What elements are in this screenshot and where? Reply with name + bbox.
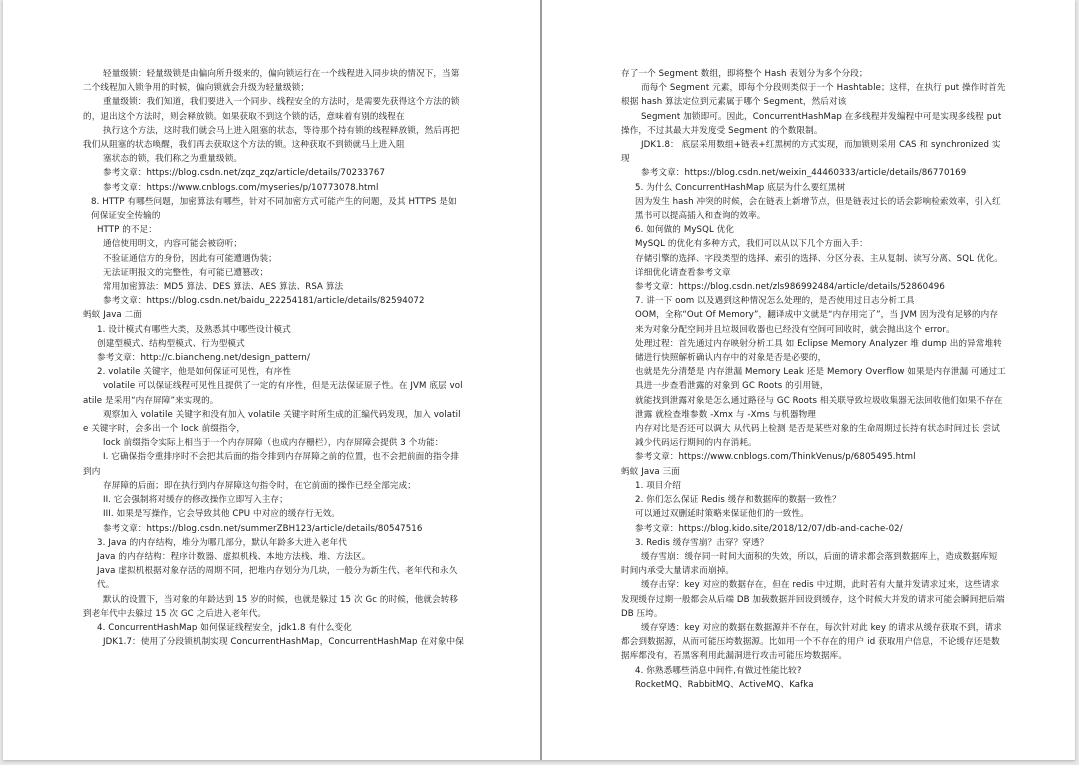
text-paragraph: HTTP 的不足： [97,225,157,236]
text-paragraph: Java 虚拟机根据对象存活的周期不同，把堆内存划分为几块，一般分为新生代、老年代和永久代。 [97,566,458,591]
text-paragraph: 塞状态的锁，我们称之为重量级锁。 [103,154,243,165]
text-paragraph: 创建型模式、结构型模式、行为型模式 [97,338,245,349]
text-paragraph: 因为发生 hash 冲突的时候，会在链表上新增节点，但是链表过长的话会影响检索效率，引入红黑书可以提高插入和查询的效率。 [635,196,1001,222]
text-paragraph: 7. 讲一下 oom 以及遇到这种情况怎么处理的，是否使用过日志分析工具 [635,296,915,307]
text-paragraph: 缓存击穿：key 对应的数据存在，但在 redis 中过期，此时若有大量并发请求过来，这些请求发现缓存过期一般都会从后端 DB 加载数据并回设到缓存，这个时候大并发的请求可能会瞬间把后端 DB 压垮。 [621,580,1005,619]
text-paragraph: II. 它会强制将对缓存的修改操作立即写入主存； [103,495,288,506]
text-paragraph: 参考文章：https://blog.csdn.net/summerZBH123/article/details/80547516 [103,523,423,534]
text-paragraph: 参考文章：http://c.biancheng.net/design_pattern/ [97,353,310,364]
text-paragraph: 4. ConcurrentHashMap 如何保证线程安全，jdk1.8 有什么变化 [97,622,352,633]
text-paragraph: 可以通过双删延时策略来保证他们的一致性。 [635,509,809,520]
text-paragraph: 参考文章：https://blog.csdn.net/weixin_44460333/article/details/86770169 [641,168,967,179]
text-paragraph: 1. 项目介绍 [635,480,682,491]
text-paragraph: 参考文章：https://blog.csdn.net/baidu_22254181/article/details/82594072 [103,296,425,307]
text-paragraph: 缓存穿透：key 对应的数据在数据源并不存在，每次针对此 key 的请求从缓存获取不到，请求都会到数据源，从而可能压垮数据源。比如用一个不存在的用户 id 获取用户信息，不论缓存还是数据库都没有，若黑客利用此漏洞进行攻击可能压垮数据库。 [621,622,1002,662]
text-paragraph: volatile 可以保证线程可见性且提供了一定的有序性，但是无法保证原子性。在 JVM 底层 volatile 是采用“内存屏障”来实现的。 [83,381,463,406]
text-paragraph: 3. Java 的内存结构，堆分为哪几部分，默认年龄多大进入老年代 [97,537,347,548]
text-paragraph: 处理过程：首先通过内存映射分析工具 如 Eclipse Memory Analyzer 堆 dump 出的异常堆转储进行快照解析确认内存中的对象是否是必要的， [635,338,1002,364]
text-paragraph: 蚂蚁 Java 二面 [83,310,142,321]
document-spread [3,0,1075,760]
text-paragraph: 存屏障的后面；即在执行到内存屏障这句指令时，在它前面的操作已经全部完成； [103,480,416,491]
text-paragraph: 缓存雪崩：缓存同一时间大面积的失效，所以，后面的请求都会落到数据库上，造成数据库短时间内承受大量请求而崩掉。 [621,551,998,577]
text-paragraph: Segment 加锁即可。因此，ConcurrentHashMap 在多线程并发编程中可是实现多线程 put 操作，不过其最大并发度受 Segment 的个数限制。 [621,111,1002,136]
text-paragraph: 执行这个方法，这时我们就会马上进入阻塞的状态，等待那个持有锁的线程释放锁，然后再把我们从阻塞的状态唤醒，我们再去获取这个方法的锁。这种获取不到锁就马上进入阻 [83,125,460,151]
left-page-text [83,67,465,649]
text-paragraph: 无法证明报文的完整性，有可能已遭篡改； [103,267,269,278]
text-paragraph: 观察加入 volatile 关键字和没有加入 volatile 关键字时所生成的汇编代码发现，加入 volatile 关键字时，会多出一个 lock 前缀指令， [83,409,461,435]
text-paragraph: III. 如果是写操作，它会导致其他 CPU 中对应的缓存行无效。 [103,509,340,520]
text-paragraph: JDK1.7：使用了分段锁机制实现 ConcurrentHashMap，ConcurrentHashMap 在对象中保 [103,637,464,648]
text-paragraph: 参考文章：https://blog.csdn.net/zls986992484/article/details/52860496 [635,282,945,293]
text-paragraph: 2. volatile 关键字，他是如何保证可见性，有序性 [97,367,292,378]
text-paragraph: 重量级锁：我们知道，我们要进入一个同步、线程安全的方法时，是需要先获得这个方法的锁的，退出这个方法时，则会释放锁。如果获取不到这个锁的话，意味着有别的线程在 [83,97,460,122]
text-paragraph: 不验证通信方的身份，因此有可能遭遇伪装； [103,253,277,264]
text-paragraph: I. 它确保指令重排序时不会把其后面的指令排到内存屏障之前的位置，也不会把前面的指令排到内 [83,452,460,477]
text-paragraph: 3. Redis 缓存雪崩？击穿？穿透？ [635,537,769,548]
text-paragraph: RocketMQ、RabbitMQ、ActiveMQ、Kafka [635,679,814,690]
left-page [3,0,540,760]
text-paragraph: 轻量级锁：轻量级锁是由偏向所升级来的，偏向锁运行在一个线程进入同步块的情况下，当第二个线程加入锁争用的时候，偏向锁就会升级为轻量级锁； [83,69,460,94]
text-paragraph: 而每个 Segment 元素，即每个分段则类似于一个 Hashtable；这样，在执行 put 操作时首先根据 hash 算法定位到元素属于哪个 Segment，然后对该 [621,83,1006,108]
text-paragraph: 6. 如何做的 MySQL 优化 [635,225,735,236]
text-paragraph: MySQL 的优化有多种方式，我们可以从以下几个方面入手： [635,239,868,250]
text-paragraph: 常用加密算法：MD5 算法、DES 算法、AES 算法、RSA 算法 [103,282,344,293]
text-paragraph: 存储引擎的选择、字段类型的选择、索引的选择、分区分表、主从复制、读写分离、SQL 优化。详细优化请查看参考文章 [635,253,1003,278]
text-paragraph: OOM，全称“Out Of Memory”，翻译成中文就是“内存用完了”，当 JVM 因为没有足够的内存来为对象分配空间并且垃圾回收器也已经没有空间可回收时，就会抛出这个 error。 [635,310,999,335]
text-paragraph: lock 前缀指令实际上相当于一个内存屏障（也成内存栅栏），内存屏障会提供 3 个功能： [103,438,444,449]
text-paragraph: 参考文章：https://blog.csdn.net/zqz_zqz/article/details/70233767 [103,168,386,179]
text-paragraph: 默认的设置下，当对象的年龄达到 15 岁的时候，也就是躲过 15 次 Gc 的时候，他就会转移到老年代中去躲过 15 次 GC 之后进入老年代。 [83,594,459,619]
text-paragraph: 就能找到泄露对象是怎么通过路径与 GC Roots 相关联导致垃圾收集器无法回收他们如果不存在泄露 就检查堆参数 -Xmx 与 -Xms 与机器物理 [635,395,1003,420]
text-paragraph: Java 的内存结构：程序计数器、虚拟机栈、本地方法栈、堆、方法区。 [97,551,371,562]
text-paragraph: 5. 为什么 ConcurrentHashMap 底层为什么要红黑树 [635,182,846,193]
text-paragraph: 参考文章：https://www.cnblogs.com/ThinkVenus/p/6805495.html [635,452,916,463]
text-paragraph: 存了一个 Segment 数组，即将整个 Hash 表划分为多个分段； [621,69,868,79]
text-paragraph: 参考文章：https://blog.kido.site/2018/12/07/db-and-cache-02/ [635,523,903,534]
right-page [542,0,1075,760]
text-paragraph: 蚂蚁 Java 三面 [621,466,680,477]
text-paragraph: JDK1.8： 底层采用数组+链表+红黑树的方式实现，而加锁则采用 CAS 和 synchronized 实现 [621,140,1001,165]
text-paragraph: 8. HTTP 有哪些问题，加密算法有哪些，针对不同加密方式可能产生的问题，及其 HTTPS 是如何保证安全传输的 [91,196,457,222]
text-paragraph: 通信使用明文，内容可能会被窃听； [103,239,243,250]
text-paragraph: 2. 你们怎么保证 Redis 缓存和数据库的数据一致性？ [635,495,841,506]
text-paragraph: 也就是先分清楚是 内存泄漏 Memory Leak 还是 Memory Overflow 如果是内存泄漏 可通过工具进一步查看泄露的对象到 GC Roots 的引用链， [635,367,1006,392]
text-paragraph: 内存对比是否还可以调大 从代码上检测 是否是某些对象的生命周期过长持有状态时间过长 尝试减少代码运行期间的内存消耗。 [635,424,1000,449]
text-paragraph: 4. 你熟悉哪些消息中间件,有做过性能比较? [635,665,802,676]
text-paragraph: 参考文章：https://www.cnblogs.com/myseries/p/10773078.html [103,182,379,193]
text-paragraph: 1. 设计模式有哪些大类，及熟悉其中哪些设计模式 [97,324,291,335]
right-page-text [621,67,1006,692]
